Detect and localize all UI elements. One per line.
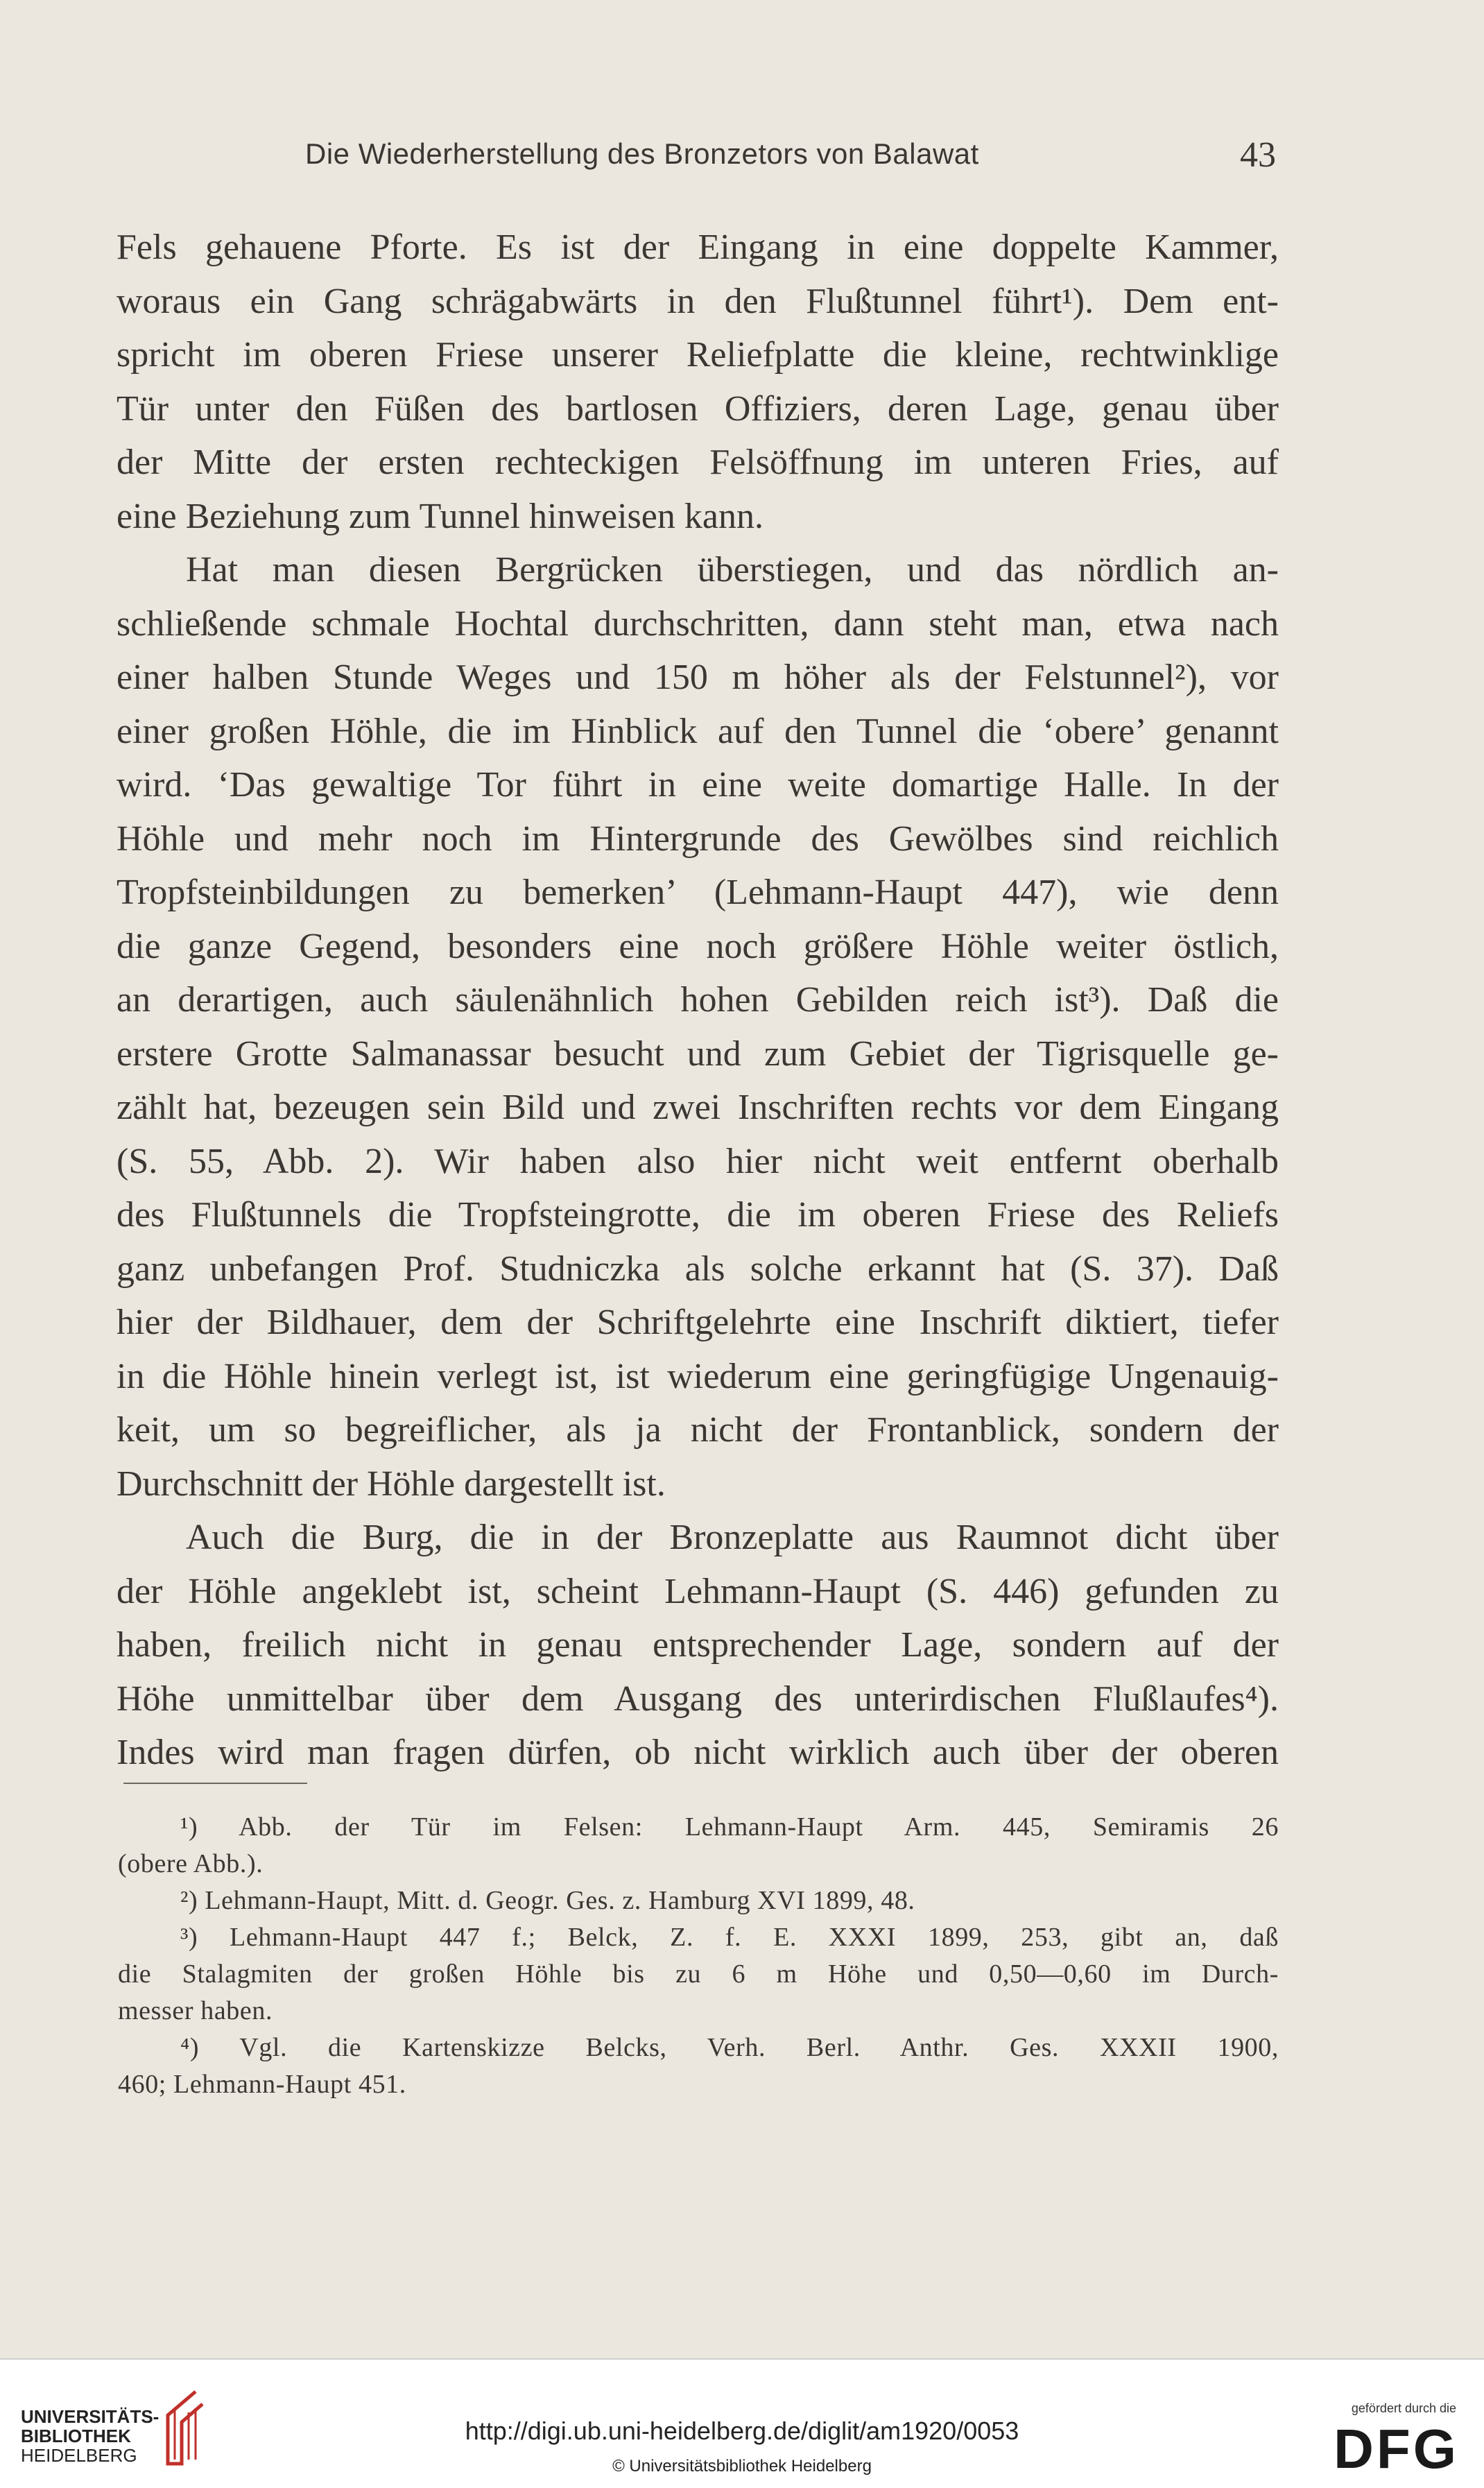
- body-text: [117, 221, 1279, 1780]
- footnote-line: die Stalagmiten der großen Höhle bis zu 6 m Höhe und 0,50—0,60 im Durch-: [118, 1959, 1279, 1989]
- footnote-line: messer haben.: [118, 1996, 273, 2025]
- body-line: ganz unbefangen Prof. Studniczka als solche erkannt hat (S. 37). Daß: [117, 1249, 1279, 1289]
- body-line: wird. ‘Das gewaltige Tor führt in eine weite domartige Halle. In der: [117, 765, 1279, 805]
- funding-caption: gefördert durch die: [1351, 2401, 1456, 2415]
- library-name: [21, 2407, 159, 2465]
- running-title: Die Wiederherstellung des Bronzetors von Balawat: [305, 137, 979, 170]
- library-name-line: UNIVERSITÄTS-: [21, 2406, 159, 2427]
- library-name-line: BIBLIOTHEK: [21, 2426, 131, 2446]
- digital-url-link[interactable]: http://digi.ub.uni-heidelberg.de/diglit/am1920/0053: [465, 2417, 1019, 2445]
- body-line: hier der Bildhauer, dem der Schriftgelehrte eine Inschrift diktiert, tiefer: [117, 1303, 1279, 1342]
- body-line: an derartigen, auch säulenähnlich hohen Gebilden reich ist³). Daß die: [117, 980, 1279, 1020]
- body-line: Tür unter den Füßen des bartlosen Offiziers, deren Lage, genau über: [117, 388, 1279, 429]
- body-line: Auch die Burg, die in der Bronzeplatte aus Raumnot dicht über: [186, 1518, 1279, 1557]
- body-line: Fels gehauene Pforte. Es ist der Eingang in eine doppelte Kammer,: [117, 228, 1279, 267]
- footnotes: [118, 1809, 1279, 2103]
- library-logo-icon: [154, 2387, 209, 2471]
- copyright-notice: © Universitätsbibliothek Heidelberg: [612, 2457, 872, 2476]
- body-line: erstere Grotte Salmanassar besucht und zum Gebiet der Tigrisquelle ge-: [117, 1033, 1279, 1074]
- body-line: schließende schmale Hochtal durchschritten, dann steht man, etwa nach: [117, 603, 1279, 644]
- footnote-line: 460; Lehmann-Haupt 451.: [118, 2070, 406, 2099]
- body-line: keit, um so begreiflicher, als ja nicht der Frontanblick, sondern der: [117, 1410, 1279, 1450]
- body-line: Tropfsteinbildungen zu bemerken’ (Lehmann-Haupt 447), wie denn: [117, 873, 1279, 912]
- footnote-line: ³) Lehmann-Haupt 447 f.; Belck, Z. f. E. XXXI 1899, 253, gibt an, daß: [180, 1923, 1279, 1952]
- body-line: die ganze Gegend, besonders eine noch größere Höhle weiter östlich,: [117, 926, 1279, 966]
- body-line: Höhle und mehr noch im Hintergrunde des Gewölbes sind reichlich: [117, 818, 1279, 859]
- body-line: zählt hat, bezeugen sein Bild und zwei Inschriften rechts vor dem Eingang: [117, 1088, 1279, 1127]
- body-line: der Mitte der ersten rechteckigen Felsöffnung im unteren Fries, auf: [117, 443, 1279, 482]
- body-line: spricht im oberen Friese unserer Reliefplatte die kleine, rechtwinklige: [117, 335, 1279, 375]
- body-line: des Flußtunnels die Tropfsteingrotte, die im oberen Friese des Reliefs: [117, 1195, 1279, 1235]
- footnote-line: ²) Lehmann-Haupt, Mitt. d. Geogr. Ges. z. Hamburg XVI 1899, 48.: [180, 1886, 915, 1915]
- dfg-logo: DFG: [1334, 2418, 1459, 2480]
- running-head: [118, 137, 1276, 186]
- footer-bar: [0, 2358, 1484, 2488]
- body-line: eine Beziehung zum Tunnel hinweisen kann.: [117, 496, 763, 536]
- body-line: Hat man diesen Bergrücken überstiegen, und das nördlich an-: [186, 550, 1279, 590]
- body-line: (S. 55, Abb. 2). Wir haben also hier nicht weit entfernt oberhalb: [117, 1141, 1279, 1181]
- body-line: woraus ein Gang schrägabwärts in den Flußtunnel führt¹). Dem ent-: [117, 281, 1279, 321]
- page-number: 43: [1240, 135, 1276, 175]
- body-line: in die Höhle hinein verlegt ist, ist wiederum eine geringfügige Ungenauig-: [117, 1356, 1279, 1396]
- body-line: Höhe unmittelbar über dem Ausgang des unterirdischen Flußlaufes⁴).: [117, 1679, 1279, 1719]
- body-line: einer großen Höhle, die im Hinblick auf den Tunnel die ‘obere’ genannt: [117, 711, 1279, 751]
- body-line: Durchschnitt der Höhle dargestellt ist.: [117, 1464, 666, 1504]
- footnote-divider: [123, 1783, 307, 1784]
- footnote-line: (obere Abb.).: [118, 1849, 264, 1878]
- footnote-line: ¹) Abb. der Tür im Felsen: Lehmann-Haupt Arm. 445, Semiramis 26: [180, 1812, 1279, 1842]
- body-line: Indes wird man fragen dürfen, ob nicht wirklich auch über der oberen: [117, 1733, 1279, 1772]
- body-line: haben, freilich nicht in genau entsprechender Lage, sondern auf der: [117, 1625, 1279, 1665]
- body-line: der Höhle angeklebt ist, scheint Lehmann-Haupt (S. 446) gefunden zu: [117, 1571, 1279, 1611]
- body-line: einer halben Stunde Weges und 150 m höher als der Felstunnel²), vor: [117, 658, 1279, 697]
- library-name-line: HEIDELBERG: [21, 2445, 137, 2466]
- footnote-line: ⁴) Vgl. die Kartenskizze Belcks, Verh. Berl. Anthr. Ges. XXXII 1900,: [180, 2033, 1279, 2062]
